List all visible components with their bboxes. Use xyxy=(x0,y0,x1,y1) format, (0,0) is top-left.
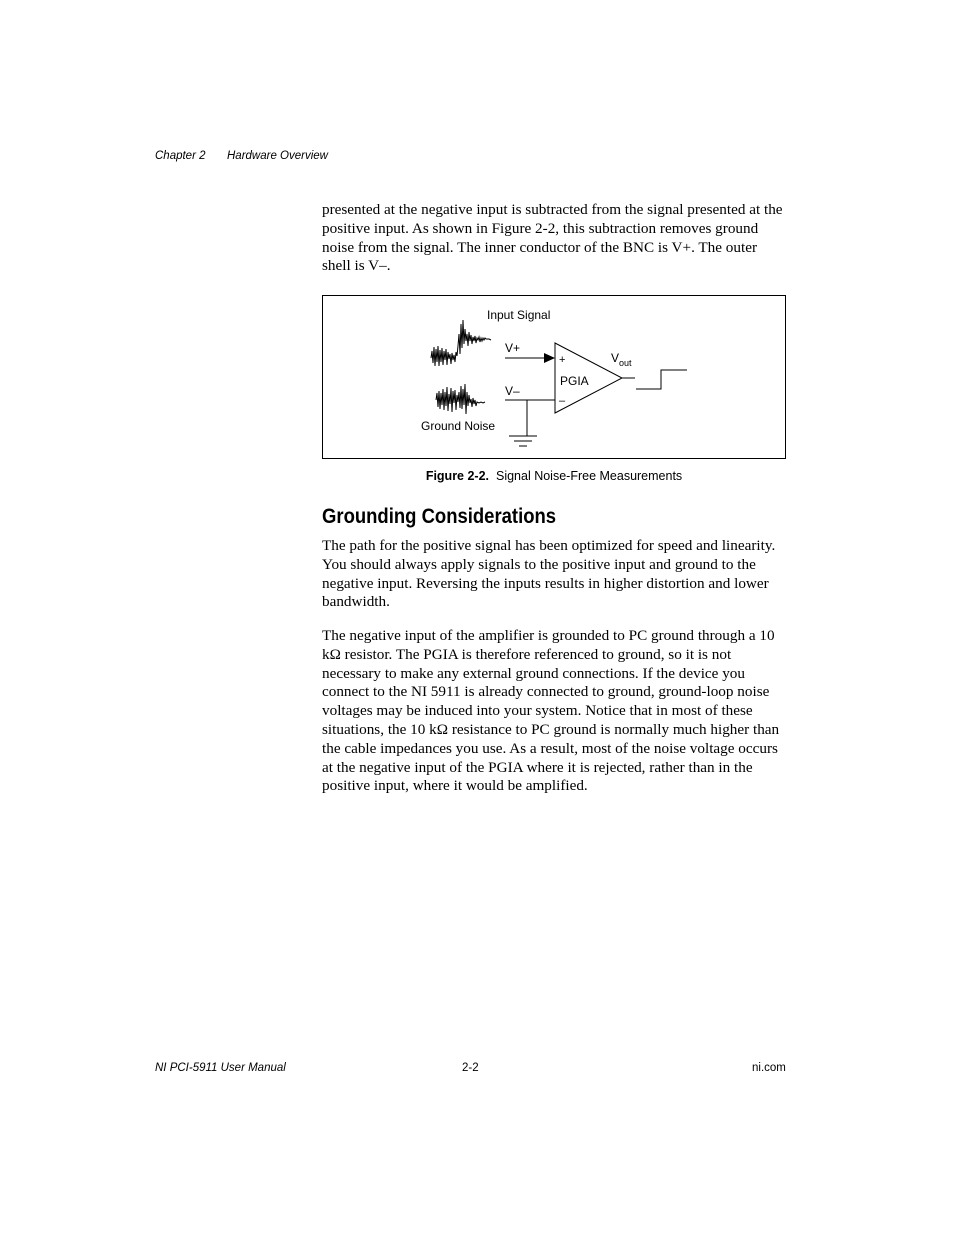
output-step-waveform xyxy=(636,370,687,389)
pgia-diagram xyxy=(323,296,785,458)
input-signal-label: Input Signal xyxy=(487,308,551,322)
ground-noise-label: Ground Noise xyxy=(421,419,496,433)
header-section: Hardware Overview xyxy=(227,150,328,162)
vout-main: V xyxy=(611,351,620,365)
pgia-label: PGIA xyxy=(560,374,589,388)
figure-caption-number: Figure 2-2. xyxy=(425,469,490,483)
input-signal-waveform xyxy=(431,320,491,366)
v-plus-arrow-icon xyxy=(544,353,555,363)
vout-subscript: out xyxy=(619,358,632,368)
paragraph-2: The negative input of the amplifier is grounded to PC ground through a 10 kΩ resistor. The PGIA is therefore referenced to ground, so it is not necessary to make any external ground connections. If the device you connect to the NI 5911 is already connected to ground, ground-loop noise voltages may be induced into your system. Notice that in most of these situations, the 10 kΩ resistance to PC ground is normally much higher than the cable impedances you use. As a result, most of the noise voltage occurs at the negative input of the PGIA where it is rejected, rather than in the positive input, where it would be amplified. xyxy=(322,627,780,795)
footer-site: ni.com xyxy=(752,1062,786,1074)
figure-caption xyxy=(322,469,786,483)
figure-signal-noise-free xyxy=(322,295,786,459)
ground-noise-waveform xyxy=(436,384,485,414)
minus-terminal-label: – xyxy=(559,395,566,407)
figure-caption-text: Signal Noise-Free Measurements xyxy=(495,469,683,483)
v-minus-label: V– xyxy=(505,384,520,398)
intro-paragraph: presented at the negative input is subtracted from the signal presented at the positive input. As shown in Figure 2-2, this subtraction removes ground noise from the signal. The inner conductor of the BNC is V+. The outer shell is V–. xyxy=(322,201,783,275)
footer-page-number: 2-2 xyxy=(462,1062,479,1074)
section-title: Grounding Considerations xyxy=(322,505,557,528)
paragraph-1: The path for the positive signal has been optimized for speed and linearity. You should always apply signals to the positive input and ground to the negative input. Reversing the inputs results in higher distortion and lower bandwidth. xyxy=(322,537,776,611)
header-chapter: Chapter 2 xyxy=(155,150,206,162)
footer-manual-title: NI PCI-5911 User Manual xyxy=(155,1062,286,1074)
vout-label xyxy=(611,351,632,368)
v-plus-label: V+ xyxy=(505,341,521,355)
ground-symbol-icon xyxy=(509,436,537,446)
plus-terminal-label: + xyxy=(559,354,566,366)
